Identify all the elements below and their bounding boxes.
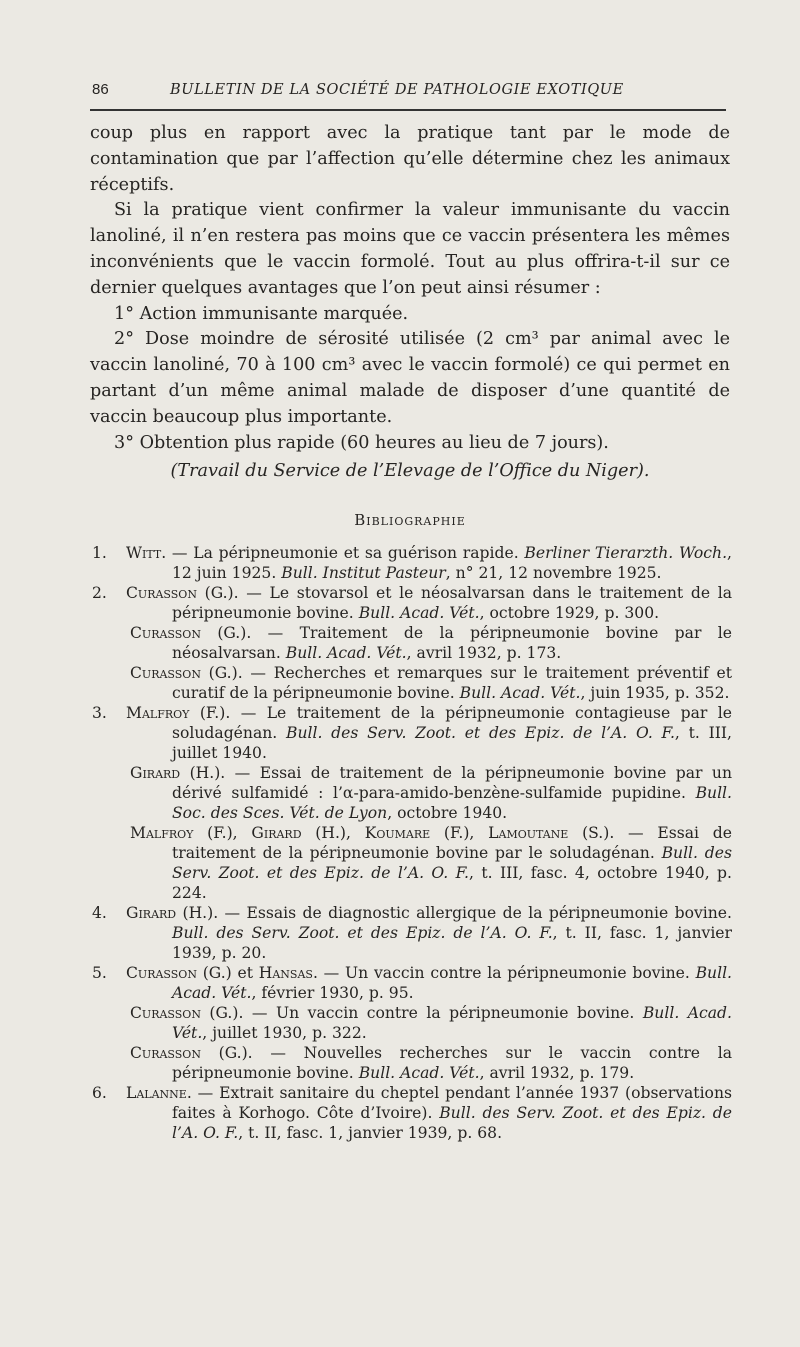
reference-journal: Bull. des Serv. Zoot. et des Epiz. de l’A. O. F. [286,724,675,742]
reference-journal: Bull. des Serv. Zoot. et des Epiz. de l’A. O. F. [172,924,553,942]
reference-details: , avril 1932, p. 179. [479,1064,635,1082]
reference-journal: Bull. des Serv. Zoot. et des Epiz. de l’A. O. F. [172,844,732,882]
reference-journal: Bull. Acad. Vét. [459,684,581,702]
reference-text: (F.), [430,824,489,842]
running-title: BULLETIN DE LA SOCIÉTÉ DE PATHOLOGIE EXOTIQUE [170,82,624,98]
reference-text: (G.). — Le stovarsol et le néosalvarsan dans le traitement de la péripneumonie bovine. [172,584,732,622]
page-number: 86 [92,81,109,98]
paragraph-1: coup plus en rapport avec la pratique tant par le mode de contamination que par l’affection qu’elle détermine chez les animaux réceptifs. [90,123,730,195]
reference-journal: Bull. Acad. Vét. [358,1064,480,1082]
reference-text: (G.). — Nouvelles recherches sur le vaccin contre la péripneumonie bovine. [172,1044,732,1082]
reference-author: Girard [126,904,177,922]
paragraph-4: 2° Dose moindre de sérosité utilisée (2 cm³ par animal avec le vaccin lanoliné, 70 à 100 cm³ avec le vaccin formolé) ce qui permet en partant d’un même animal malade de disposer d’une quantité de vaccin beaucoup plus importante. [90,329,730,427]
reference-entry: 6. Lalanne. — Extrait sanitaire du cheptel pendant l’année 1937 (observations faites à Korhogo. Côte d’Ivoire). Bull. des Serv. Zoot. et des Epiz. de l’A. O. F., t. II, fasc. 1, janvier 1939, p. 68. [92,1084,733,1142]
reference-author: Lalanne. [126,1084,192,1102]
reference-details: , t. III, fasc. 4, octobre 1940, p. 224. [172,864,732,902]
reference-text: (H.). — Essais de diagnostic allergique de la péripneumonie bovine. [176,904,732,922]
reference-author: Malfroy [130,824,194,842]
header-rule [90,109,726,111]
reference-author: Hansas [258,964,313,982]
bibliography-title: Bibliographie [354,511,466,529]
reference-author: Koumare [364,824,431,842]
paragraph-2: Si la pratique vient confirmer la valeur immunisante du vaccin lanoliné, il n’en restera pas moins que ce vaccin présentera les mêmes inconvénients que le vaccin formolé. Tout au plus offrira-t-il sur ce dernier quelques avantages que l’on peut ainsi résumer : [90,200,730,298]
reference-journal: Berliner Tierarzth. Woch. [524,544,728,562]
reference-entry [92,1043,732,1083]
reference-details: , t. II, fasc. 1, janvier 1939, p. 20. [172,924,732,962]
reference-entry: 2. Curasson (G.). — Le stovarsol et le néosalvarsan dans le traitement de la péripneumonie bovine. Bull. Acad. Vét., octobre 1929, p. 300. [92,584,732,622]
reference-text: (G.) et [196,964,259,982]
reference-text: (H.). — Essai de traitement de la péripneumonie bovine par un dérivé sulfamidé : l’α-para-amido-benzène-sulfamide pupidine. [172,764,732,802]
reference-entry [92,663,732,703]
reference-text: (F.), [193,824,252,842]
reference-text: (F.). — Le traitement de la péripneumonie contagieuse par le soludagénan. [172,704,732,742]
reference-entry: 3. Malfroy (F.). — Le traitement de la péripneumonie contagieuse par le soludagénan. Bull. des Serv. Zoot. et des Epiz. de l’A. O. F., t. III, juillet 1940. [92,704,733,762]
reference-entry [92,763,732,823]
reference-author: Girard [251,824,302,842]
reference-journal: Bull. des Serv. Zoot. et des Epiz. de l’A. O. F. [172,1104,733,1142]
body-text [90,121,730,485]
reference-details: , février 1930, p. 95. [251,984,414,1002]
reference-details: , juillet 1930, p. 322. [202,1024,367,1042]
reference-journal: Bull. Soc. des Sces. Vét. de Lyon [172,784,732,822]
reference-text: (G.). — Un vaccin contre la péripneumonie bovine. [200,1004,643,1022]
reference-journal: Bull. Acad. Vét. [172,964,733,1002]
reference-details: , t. II, fasc. 1, janvier 1939, p. 68. [238,1124,503,1142]
reference-text: — Extrait sanitaire du cheptel pendant l’année 1937 (observations faites à Korhogo. Côte d’Ivoire). [172,1084,732,1122]
reference-entry: 1. Witt. — La péripneumonie et sa guérison rapide. Berliner Tierarzth. Woch., 12 juin 1925. Bull. Institut Pasteur, n° 21, 12 novembre 1925. [92,544,733,582]
reference-details: , avril 1932, p. 173. [406,644,562,662]
reference-author: Malfroy [126,704,190,722]
reference-details: , t. III, juillet 1940. [172,724,733,762]
reference-details: , octobre 1929, p. 300. [479,604,660,622]
reference-author: Curasson [126,584,197,602]
reference-details: , octobre 1940. [387,804,508,822]
reference-entry: 4. Girard (H.). — Essais de diagnostic allergique de la péripneumonie bovine. Bull. des Serv. Zoot. et des Epiz. de l’A. O. F., t. II, fasc. 1, janvier 1939, p. 20. [92,904,732,962]
reference-journal: Bull. Institut Pasteur [281,564,446,582]
reference-author: Girard [130,764,181,782]
reference-entry [92,1003,732,1043]
reference-text: (S.). — Essai de traitement de la péripneumonie bovine par le soludagénan. [172,824,732,862]
reference-entry [92,823,732,903]
reference-author: Curasson [130,1004,201,1022]
reference-author: Witt. [126,544,167,562]
reference-journal: Bull. Acad. Vét. [285,644,407,662]
reference-text: . — Un vaccin contre la péripneumonie bovine. [312,964,696,982]
reference-text: — La péripneumonie et sa guérison rapide. [166,544,525,562]
reference-entry [92,623,732,663]
reference-entry: 5. Curasson (G.) et Hansas. — Un vaccin contre la péripneumonie bovine. Bull. Acad. Vét., février 1930, p. 95. [92,964,733,1002]
paragraph-3: 1° Action immunisante marquée. [114,303,409,324]
reference-author: Lamoutane [488,824,569,842]
bibliography-list [92,543,732,1143]
signature-line: (Travail du Service de l’Elevage de l’Office du Niger). [170,461,650,482]
reference-text: (H.), [301,824,365,842]
reference-text: (G.). — Traitement de la péripneumonie bovine par le néosalvarsan. [172,624,732,662]
reference-author: Curasson [130,1044,201,1062]
running-head [92,80,724,100]
paragraph-5: 3° Obtention plus rapide (60 heures au lieu de 7 jours). [114,432,609,453]
reference-author: Curasson [130,624,201,642]
reference-details: , n° 21, 12 novembre 1925. [445,564,662,582]
reference-journal: Bull. Acad. Vét. [358,604,480,622]
reference-details: , 12 juin 1925. [172,544,733,582]
reference-journal: Bull. Acad. Vét. [172,1004,732,1042]
reference-author: Curasson [130,664,201,682]
reference-author: Curasson [126,964,197,982]
reference-details: , juin 1935, p. 352. [580,684,730,702]
reference-text: (G.). — Recherches et remarques sur le traitement préventif et curatif de la péripneumonie bovine. [172,664,732,702]
